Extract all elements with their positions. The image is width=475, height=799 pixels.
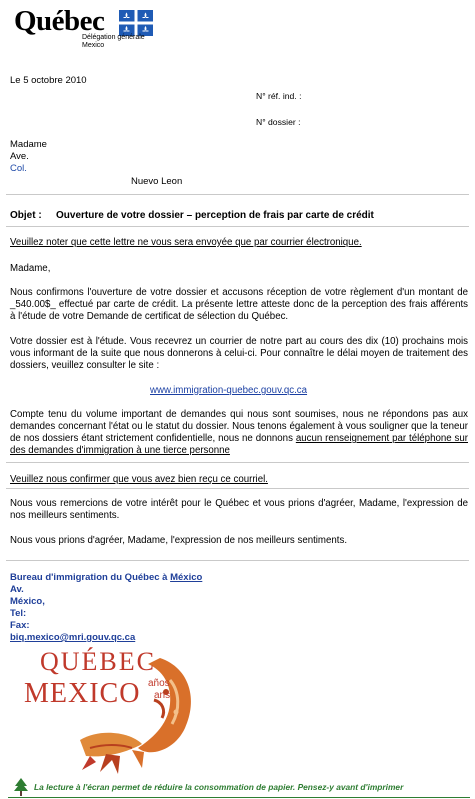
separator-line [6,462,469,463]
tree-icon [14,778,28,796]
bottom-separator [8,797,470,798]
address-street: Ave. [10,151,29,162]
logo-quebec-text: QUÉBEC [40,647,156,676]
confirm-receipt-request: Veuillez nous confirmer que vous avez bien reçu ce courriel. [10,474,268,485]
address-city: Nuevo Leon [131,176,183,187]
paragraph-confidentiality: Compte tenu du volume important de demandes qui nous sont soumises, nous ne répondons pas aux demandes concernant l'état ou le statut du dossier. Nous tenons également à vous souligner que la teneur de nos dossiers étant strictement confidentielle, nous ne donnons aucun renseignement par téléphone sur des demandes d'immigration à une tierce personne [10,409,468,456]
subject-text: Ouverture de votre dossier – perception de frais par carte de crédit [56,210,374,221]
fleur-de-lis-flag-icon [119,10,153,36]
subject-label: Objet : [10,210,42,221]
signature-email-link[interactable]: biq.mexico@mri.gouv.qc.ca [10,632,136,643]
logo-years-fr: ans [154,690,171,701]
paragraph-processing: Votre dossier est à l'étude. Vous recevrez un courrier de notre part au cours des dix (10) prochains mois vous informant de la suite que nous donnerons à celui-ci. Pour connaître le délai moyen de traitement des dossiers, veuillez consulter le site : [10,336,468,371]
address-name: Madame [10,139,47,150]
signature-office: Bureau d'immigration du Québec à México [10,572,203,583]
closing-paragraph-1: Nous vous remercions de votre intérêt pour le Québec et vous prions d'agréer, Madame, l'expression de nos meilleurs sentiments. [10,498,468,521]
website-link[interactable]: www.immigration-quebec.gouv.qc.ca [150,385,308,396]
quebec-logo-wordmark: Québec [14,5,105,37]
signature-city: México, [10,596,45,607]
salutation: Madame, [10,263,51,274]
delegation-subtitle: Délégation générale Mexico [82,34,145,49]
signature-av: Av. [10,584,24,595]
separator-line [6,488,469,489]
closing-paragraph-2: Nous vous prions d'agréer, Madame, l'expression de nos meilleurs sentiments. [10,535,348,546]
separator-line [6,560,469,561]
email-only-notice: Veuillez noter que cette lettre ne vous sera envoyée que par courrier électronique. [10,237,362,248]
ref-ind-label: N° réf. ind. : [256,91,302,101]
address-colonia: Col. [10,163,27,174]
ref-dossier-label: N° dossier : [256,117,301,127]
eco-print-note: La lecture à l'écran permet de réduire la consommation de papier. Pensez-y avant d'imprimer [34,782,404,792]
separator-line [6,194,469,195]
letter-date: Le 5 octobre 2010 [10,75,87,86]
logo-mexico-text: MEXICO [24,678,141,709]
signature-tel: Tel: [10,608,27,619]
separator-line [6,226,469,227]
paragraph-confirmation: Nous confirmons l'ouverture de votre dossier et accusons réception de votre règlement d'un montant de _540.00$_ effectué par carte de crédit. La présente lettre atteste donc de la perception des frais afférents à l'étude de votre Demande de certificat de sélection du Québec. [10,287,468,322]
anniversary-logo [20,640,220,780]
logo-years-es: años [148,678,170,689]
signature-fax: Fax: [10,620,30,631]
